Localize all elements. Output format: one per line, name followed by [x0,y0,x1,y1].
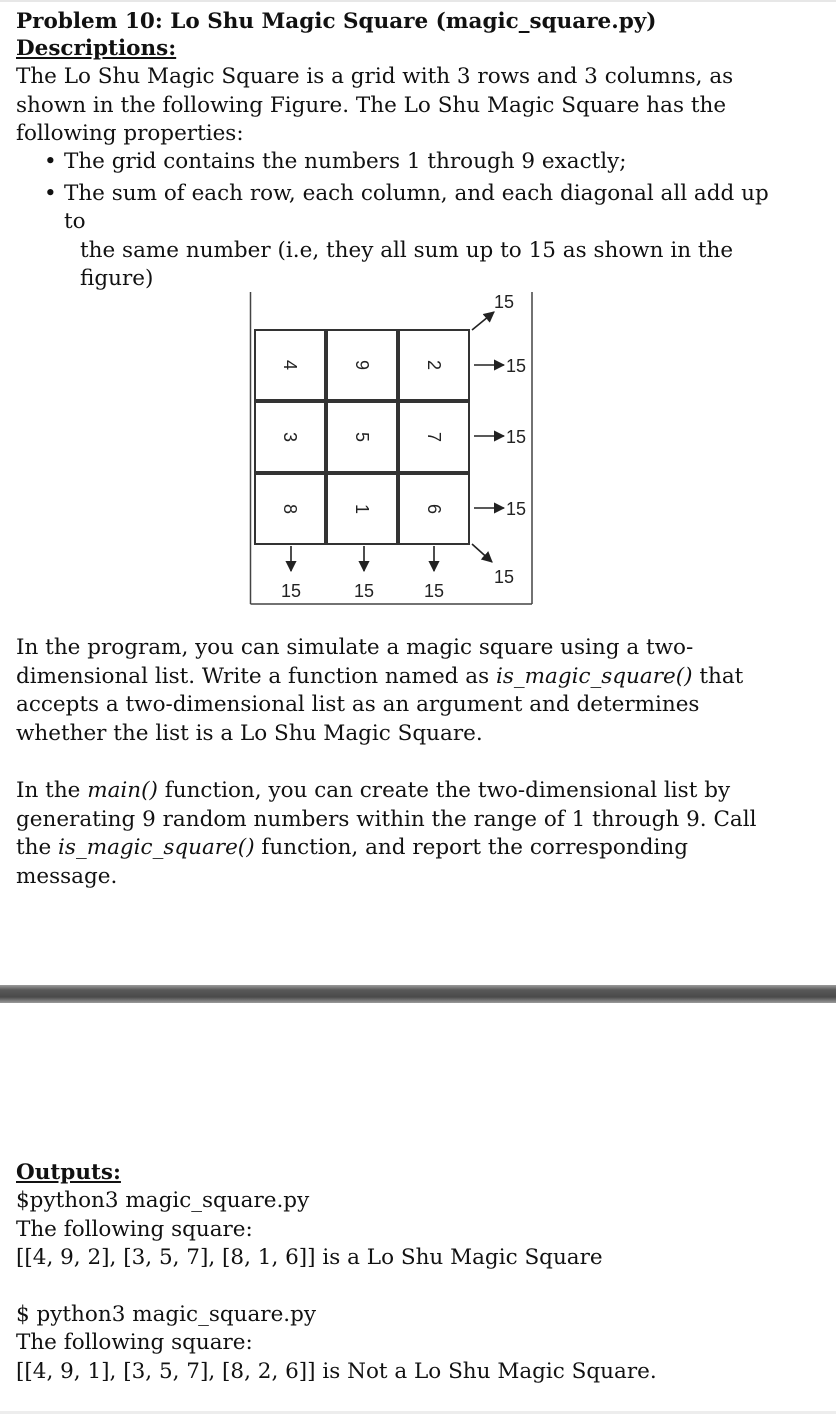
output-line: The following square: [16,1216,253,1242]
property-item [44,148,784,177]
top-border [0,0,836,2]
function-name: main() [87,778,158,803]
diagonal-sum-arrow-bottom [472,544,492,562]
main-paragraph [16,777,786,891]
grid-cell-value: 8 [280,503,300,515]
output-line: The following square: [16,1330,253,1356]
program-text: that accepts a two-dimensional list as an argument and determines whether the list is a Lo Shu Magic Square. [16,663,744,746]
row-sum-label: 15 [506,356,527,376]
grid-cell-value: 9 [352,359,372,371]
grid-cell-value: 7 [424,431,444,443]
property-text: The grid contains the numbers 1 through 9 exactly; [64,149,627,174]
descriptions-heading: Descriptions: [16,36,177,61]
program-paragraph [16,634,786,748]
magic-square-svg [246,288,542,606]
main-text: function, and report the corresponding message. [16,835,688,889]
property-text-continued: the same number (i.e, they all sum up to 15 as shown in the figure) [80,237,734,292]
magic-square-figure [246,288,542,606]
function-name: is_magic_square() [495,663,693,689]
main-text: function, you can create the two-dimensional list by generating 9 random numbers within the range of 1 through 9. Call the [16,778,757,861]
diagonal-sum-arrow-top [472,312,494,330]
outputs-heading: Outputs: [16,1160,121,1185]
property-item [44,180,784,294]
grid-cell-value: 1 [352,503,372,515]
diagonal-sum-label-top: 15 [494,292,515,312]
output-line: [[4, 9, 2], [3, 5, 7], [8, 1, 6]] is a Lo Shu Magic Square [16,1245,603,1271]
grid-cell-value: 4 [280,359,300,371]
property-text: The sum of each row, each column, and each diagonal all add up to [64,180,769,235]
outputs-block [16,1187,816,1387]
intro-paragraph: The Lo Shu Magic Square is a grid with 3 rows and 3 columns, as shown in the following Figure. The Lo Shu Magic Square has the following properties: [16,64,734,147]
grid-cell-value: 3 [280,431,300,443]
diagonal-sum-label-bottom: 15 [494,567,515,587]
program-text: In the program, you can simulate a magic square using a two-dimensional list. Write a function named as [16,635,694,689]
row-sum-label: 15 [506,499,527,519]
main-text: In the [16,778,88,803]
column-sum-label: 15 [423,581,445,601]
page-divider [0,985,836,1003]
output-gap [16,1273,816,1301]
grid-cell-value: 6 [424,503,444,515]
function-name: is_magic_square() [58,835,255,861]
grid-cell-value: 2 [424,359,444,371]
properties-list [44,148,784,297]
problem-title: Problem 10: Lo Shu Magic Square (magic_square.py) [16,9,657,34]
column-sum-label: 15 [280,581,302,601]
output-line: $ python3 magic_square.py [16,1301,317,1327]
output-line: [[4, 9, 1], [3, 5, 7], [8, 2, 6]] is Not a Lo Shu Magic Square. [16,1358,657,1384]
output-line: $python3 magic_square.py [16,1188,310,1213]
row-sum-label: 15 [506,427,527,447]
column-sum-label: 15 [353,581,375,601]
grid-cell-value: 5 [352,431,372,443]
